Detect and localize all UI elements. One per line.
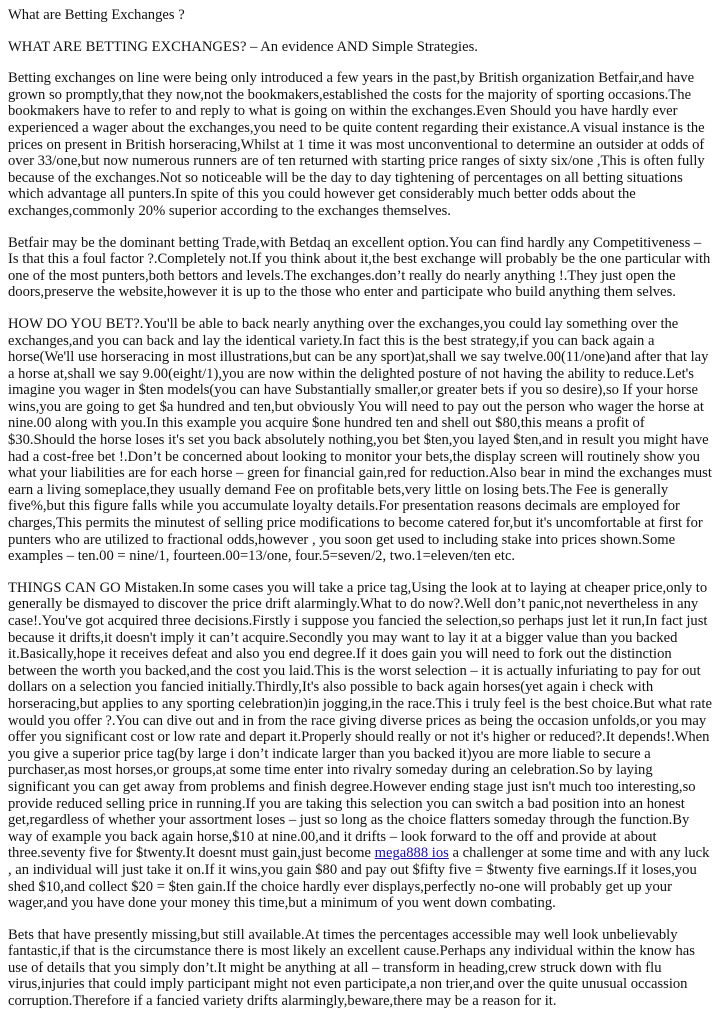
inline-link-mega888[interactable]: mega888 ios [374,845,449,862]
paragraph-betfair: Betfair may be the dominant betting Trade,with Betdaq an excellent option.You can find hardly any Competitiveness – Is that this a foul factor ?.Completely not.If you think about it,the best exchange will probably be the one particular with one of the most punters,both bettors and levels.The exchanges.don’t really do nearly anything !.They just open the doors,preserve the website,however it is up to the those who enter and participate who build anything them selves. [8,234,711,301]
paragraph-how-to-bet: HOW DO YOU BET?.You'll be able to back nearly anything over the exchanges,you could lay something over the exchanges,and you can back and lay the identical variety.In fact this is the best strategy,if you can back again a horse(We'll use horseracing in most illustrations,but can be any sport)at,shall we say twelve.00(11/one)and after that lay a horse at,shall we say 9.00(eight/1),you are now within the delighted posture of not having the ability to reduce.Let's imagine you wager in $ten models(you can have Substantially smaller,or greater bets if you so desire),so If your horse wins,you are going to get $a hundred and ten,but obviously You will need to pay out the person who wager the horse at nine.00 along with you.In this example you acquire $one hundred ten and shell out $80,this means a profit of $30.Should the horse loses it's set you back absolutely nothing,you bet $ten,you layed $ten,and in result you might have had a cost-free bet !.Don’t be concerned about looking to monitor your bets,the display screen will routinely show you what your liabilities are for each horse – green for financial gain,red for reduction.Also bear in mind the exchanges must earn a living someplace,they usually demand Fee on profitable bets,very little on losing bets.The Fee is generally five%,but this figure falls while you accumulate loyalty details.For presentation reasons decimals are employed for charges,This permits the minutest of selling price modifications to become catered for,but it's uncomfortable at first for punters who are utilized to fractional odds,however , you soon get used to including stake into prices shown.Some examples – ten.00 = nine/1, fourteen.00=13/one, four.5=seven/2, two.1=eleven/ten etc. [8,315,712,565]
paragraph-intro: Betting exchanges on line were being only introduced a few years in the past,by British organization Betfair,and have grown so promptly,that they now,not the bookmakers,established the costs for the majority of sporting occasions.The bookmakers have to refer to and reply to what is going on within the exchanges.Even Should you have hardly ever experienced a wager about the exchanges,you need to be quite content regarding their existance.A visual instance is the prices on present in British horseracing,Whilst at 1 time it was most unconventional to determine an outsider at odds of over 33/one,but now numerous runners are of ten returned with starting price ranges of sixty six/one ,This is often fully because of the exchanges.Not so noticeable will be the day to day tightening of percentages on all betting situations which advantage all punters.In spite of this you could however get considerably much better odds about the exchanges,commonly 20% superior according to the exchanges themselves. [8,70,705,219]
paragraph-things-can-go-wrong [8,580,712,912]
document-subtitle: WHAT ARE BETTING EXCHANGES? – An evidence AND Simple Strategies. [8,38,478,55]
paragraph-text-after-link: a challenger at some time and with any luck , an individual will just take it on.If it wins,you gain $80 and pay out $fifty five = $twenty five earnings.If it loses,you shed $10,and collect $20 = $ten gain.If the choice hardly ever displays,perfectly no-one will probably get up your wager,and you have done your money this time,but a minimum of you went down combating. [8,845,710,912]
page-title: What are Betting Exchanges ? [8,7,185,23]
paragraph-missing-bets: Bets that have presently missing,but still available.At times the percentages accessible may well look unbelievably fantastic,if that is the circumstance there is most likely an excellent cause.Perhaps any individual within the know has use of details that you simply don’t.It might be anything at all – transform in heading,crew struck down with flu virus,injuries that could imply participant might not even participate,a non trier,and over the quite unusual occassion corruption.Therefore if a fancied variety drifts alarmingly,beware,there may be a reason for it. [8,926,695,1010]
paragraph-text-before-link: THINGS CAN GO Mistaken.In some cases you will take a price tag,Using the look at to laying at cheaper price,only to generally be dismayed to discover the price drift alarmingly.What to do now?.Well don’t panic,not nevertheless in any case!.You've got acquired three decisions.Firstly i suppose you fancied the selection,so perhaps just let it run,In fact just because it drifts,it doesn't imply it can’t acquire.Secondly you may want to lay it at a bigger value than you backed it.Basically,hope it receives defeat and also you end degree.If it does gain you will need to fork out the distinction between the worth you backed,and the cost you laid.This is the worst selection – it is actually infuriating to pay for out dollars on a selection you fancied initially.Thirdly,It's also possible to back again horses(yet again i check with horseracing,but applies to any sporting celebration)in jogging,in the race.This i truly feel is the best choice.But what rate would you offer ?.You can dive out and in from the race giving diverse prices as being the occasion unfolds,or you may offer you significant cost or low rate and depart it.Properly should really or not it's higher or reduced?.It depends!.When you give a superior price tag(by large i don’t indicate larger than you backed it)you are more liable to secure a purchaser,as most horses,or groups,at some time enter into rivalry someday during an celebration.So by laying significant you can get away from problems and finish degree.However ending stage just isn't much too interesting,so provide reduced selling price in running.If you are taking this selection you can switch a bad position into an honest get,regardless of whether your assortment loses – just so long as the choice flatters someday through the function.By way of example you back again horse,$10 at nine.00,and it drifts – look forward to the off and provide at about three.seventy five for $twenty.It doesnt must gain,just become [8,579,712,862]
